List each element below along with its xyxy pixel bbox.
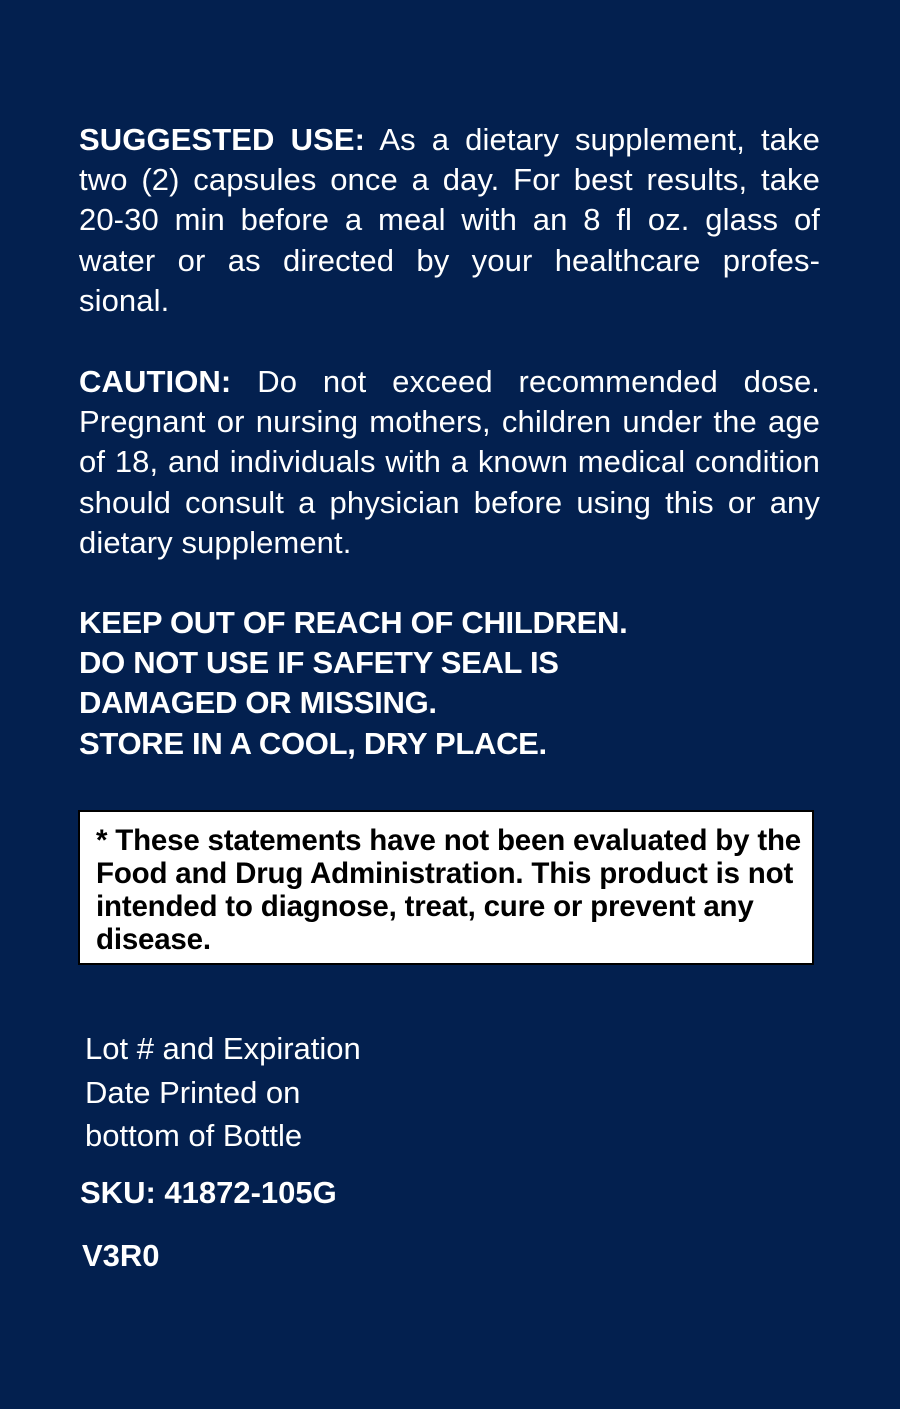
suggested-use-text: As a dietary supplement, take two (2) capsules once a day. For best results, take 20-30 min before a meal with an 8 fl oz. glass of water or as directed by your healthcare profes- sional. [79, 122, 820, 318]
warning-storage: STORE IN A COOL, DRY PLACE. [79, 725, 547, 761]
warnings-list [79, 603, 820, 764]
warning-damaged-missing: DAMAGED OR MISSING. [79, 685, 437, 721]
suggested-use-section [79, 120, 820, 321]
suggested-use-heading: SUGGESTED USE: [79, 122, 366, 157]
lot-info-line: Date Printed on [85, 1074, 301, 1110]
caution-text: Do not exceed recommended dose. Pregnant or nursing mothers, children under the age of 18, and individuals with a known medical condition should consult a physician before using this or any dietary supplement. [79, 364, 820, 560]
lot-info [85, 1027, 485, 1158]
warning-keep-out-of-reach: KEEP OUT OF REACH OF CHILDREN. [79, 605, 628, 640]
warning-safety-seal: DO NOT USE IF SAFETY SEAL IS [79, 645, 559, 681]
fda-disclaimer-box [78, 810, 814, 965]
version-code: V3R0 [82, 1238, 160, 1273]
sku-number: SKU: 41872-105G [80, 1175, 337, 1210]
lot-info-line: bottom of Bottle [85, 1118, 303, 1153]
fda-disclaimer-text: * These statements have not been evaluated by the Food and Drug Administration. This product is not intended to diagnose, treat, cure or prevent any disease. [96, 824, 801, 956]
caution-section [79, 362, 820, 563]
caution-heading: CAUTION: [79, 364, 232, 399]
lot-info-line: Lot # and Expiration [85, 1031, 361, 1066]
